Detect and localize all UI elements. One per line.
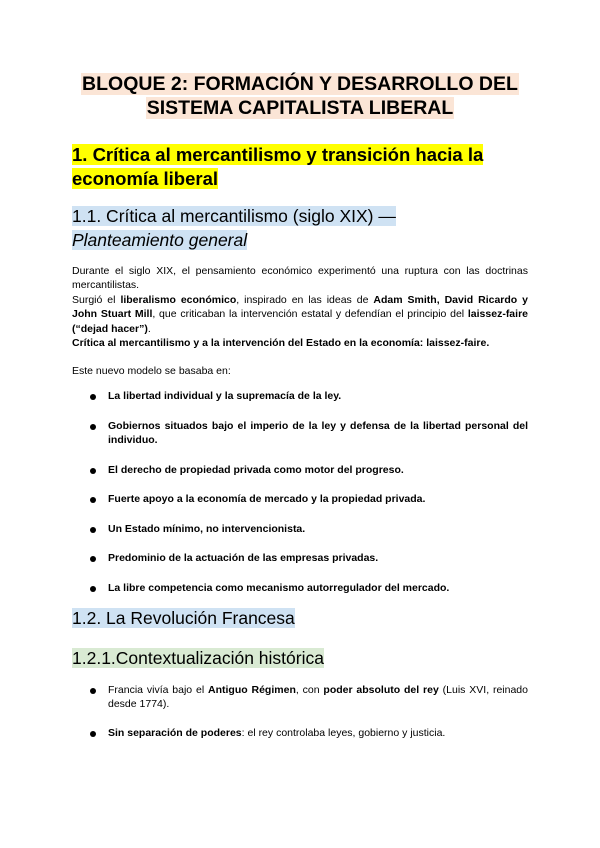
context-b1-bold-poder-absoluto: poder absoluto del rey xyxy=(323,684,439,696)
context-b1-bold-antiguo-regimen: Antiguo Régimen xyxy=(208,684,296,696)
list-item: La libre competencia como mecanismo autorregulador del mercado. xyxy=(108,582,450,594)
section-1-heading xyxy=(72,143,528,191)
section-1-2-heading-text: 1.2. La Revolución Francesa xyxy=(72,608,295,628)
document-title xyxy=(60,72,540,120)
title-line-1: BLOQUE 2: FORMACIÓN Y DESARROLLO DEL xyxy=(82,73,518,95)
list-item: El derecho de propiedad privada como motor del progreso. xyxy=(108,464,404,476)
context-b1-text-a: Francia vivía bajo el xyxy=(108,684,209,696)
intro-p2-text-a: Surgió el xyxy=(72,294,121,306)
intro-paragraph-2 xyxy=(72,293,528,336)
section-1-heading-line-2: economía liberal xyxy=(72,168,218,189)
section-1-1-heading-line-2 xyxy=(72,230,247,250)
intro-p2-text-g: . xyxy=(147,322,151,335)
bullet-dot xyxy=(90,556,96,562)
section-1-1-subtitle: Planteamiento general xyxy=(72,230,248,250)
list-item: Predominio de la actuación de las empresas privadas. xyxy=(108,552,379,564)
intro-p2-text-c: , inspirado en las ideas de xyxy=(236,294,374,306)
context-b1-text-c: , con xyxy=(295,684,324,696)
bullet-dot xyxy=(90,497,96,503)
list-item: Gobiernos situados bajo el imperio de la ley y defensa de la libertad personal del individuo. xyxy=(108,420,528,447)
intro-paragraph-4: Este nuevo modelo se basaba en: xyxy=(72,365,231,377)
list-item: La libertad individual y la supremacía de la ley. xyxy=(108,390,342,402)
title-line-2: SISTEMA CAPITALISTA LIBERAL xyxy=(146,97,454,119)
list-item: Fuerte apoyo a la economía de mercado y la propiedad privada. xyxy=(108,493,426,505)
list-item xyxy=(108,726,528,740)
bullet-dot xyxy=(90,424,96,430)
bullet-dot xyxy=(90,731,96,737)
bullet-dot xyxy=(90,468,96,474)
list-item xyxy=(108,683,528,712)
intro-p2-bold-authors: Adam Smith, David Ricardo y John Stuart Mill xyxy=(72,294,529,321)
section-1-1-heading-line-1: 1.1. Crítica al mercantilismo (siglo XIX) — xyxy=(72,206,396,226)
context-b2-text-b: : el rey controlaba leyes, gobierno y justicia. xyxy=(241,727,446,739)
intro-p2-bold-liberalismo: liberalismo económico xyxy=(120,294,237,306)
section-1-1-heading xyxy=(72,204,528,252)
bullet-dot xyxy=(90,394,96,400)
intro-paragraph-1: Durante el siglo XIX, el pensamiento económico experimentó una ruptura con las doctrinas mercantilistas. xyxy=(72,265,528,292)
section-1-2-1-heading xyxy=(72,646,528,670)
bullet-dot xyxy=(90,586,96,592)
section-1-2-heading xyxy=(72,606,528,630)
intro-p2-text-e: , que criticaban la intervención estatal y defendían el principio del xyxy=(152,308,468,321)
context-b1-text-e: (Luis XVI, reinado desde 1774). xyxy=(108,684,528,711)
list-item: Un Estado mínimo, no intervencionista. xyxy=(108,523,306,535)
intro-p2-bold-laissez-faire: laissez-faire (“dejad hacer”) xyxy=(72,308,528,335)
bullet-dot xyxy=(90,688,96,694)
intro-paragraph-3: Crítica al mercantilismo y a la intervención del Estado en la economía: laissez-faire. xyxy=(72,337,490,349)
context-b2-bold-sin-separacion: Sin separación de poderes xyxy=(108,727,242,739)
section-1-2-1-heading-text: 1.2.1.Contextualización histórica xyxy=(72,648,324,668)
section-1-heading-line-1: 1. Crítica al mercantilismo y transición hacia la xyxy=(72,144,484,165)
bullet-dot xyxy=(90,527,96,533)
